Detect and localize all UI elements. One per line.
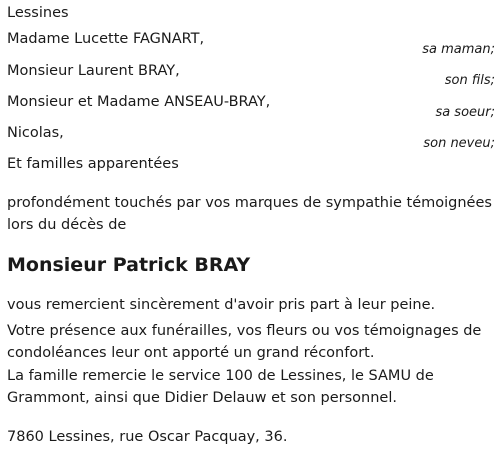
family-member-name: Nicolas,: [7, 125, 64, 141]
family-member-relation: son neveu;: [423, 136, 495, 151]
family-member-relation: sa soeur;: [435, 105, 495, 120]
thanks-paragraph: vous remercient sincèrement d'avoir pris part à leur peine.: [7, 297, 436, 313]
intro-text: profondément touchés par vos marques de sympathie témoignées lors du décès de: [7, 195, 492, 233]
place-name: Lessines: [7, 5, 69, 21]
thanks-paragraph: La famille remercie le service 100 de Lessines, le SAMU de Grammont, ainsi que Didier Delauw et son personnel.: [7, 368, 434, 406]
address: 7860 Lessines, rue Oscar Pacquay, 36.: [7, 429, 288, 445]
family-member-name: Monsieur et Madame ANSEAU-BRAY,: [7, 94, 271, 110]
family-member-name: Monsieur Laurent BRAY,: [7, 63, 180, 79]
deceased-name: Monsieur Patrick BRAY: [7, 254, 251, 276]
family-member-relation: sa maman;: [422, 42, 495, 57]
extended-family: Et familles apparentées: [7, 156, 179, 172]
thanks-paragraph: Votre présence aux funérailles, vos fleurs ou vos témoignages de condoléances leur ont apporté un grand réconfort.: [7, 323, 482, 361]
family-member-relation: son fils;: [444, 73, 495, 88]
family-member-name: Madame Lucette FAGNART,: [7, 31, 205, 47]
